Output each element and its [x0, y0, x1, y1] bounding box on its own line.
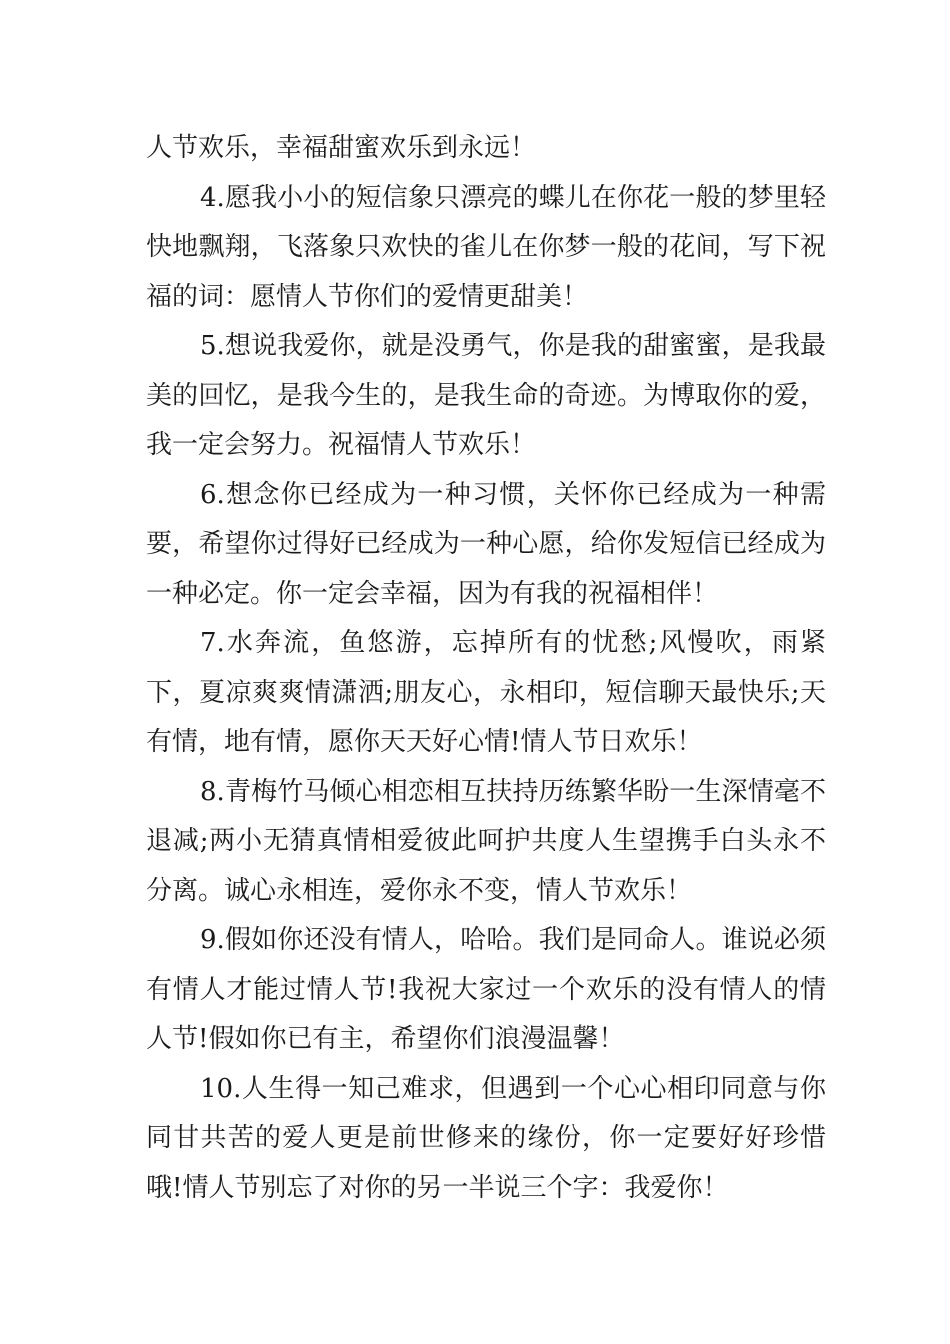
- paragraph-continued: 人节欢乐，幸福甜蜜欢乐到永远！: [146, 133, 537, 163]
- paragraph-item-9: 9.假如你还没有情人，哈哈。我们是同命人。谁说必须有情人才能过情人节!我祝大家过一个欢乐的没有情人的情人节!假如你已有主，希望你们浪漫温馨！: [146, 925, 826, 1054]
- paragraph-item-6: 6.想念你已经成为一种习惯，关怀你已经成为一种需要，希望你过得好已经成为一种心愿，给你发短信已经成为一种必定。你一定会幸福，因为有我的祝福相伴！: [146, 479, 826, 609]
- paragraph-item-5: 5.想说我爱你，就是没勇气，你是我的甜蜜蜜，是我最美的回忆，是我今生的，是我生命的奇迹。为博取你的爱，我一定会努力。祝福情人节欢乐！: [146, 331, 826, 460]
- paragraph-item-10: 10.人生得一知己难求，但遇到一个心心相印同意与你同甘共苦的爱人更是前世修来的缘份，你一定要好好珍惜哦!情人节别忘了对你的另一半说三个字：我爱你！: [146, 1073, 826, 1203]
- paragraph-item-7: 7.水奔流，鱼悠游，忘掉所有的忧愁;风慢吹，雨紧下，夏凉爽爽情潇洒;朋友心，永相印，短信聊天最快乐;天有情，地有情，愿你天天好心情!情人节日欢乐！: [146, 628, 826, 757]
- document-body: [146, 124, 826, 1213]
- paragraph-item-8: 8.青梅竹马倾心相恋相互扶持历练繁华盼一生深情毫不退减;两小无猜真情相爱彼此呵护共度人生望携手白头永不分离。诚心永相连，爱你永不变，情人节欢乐！: [146, 776, 826, 906]
- paragraph-item-4: 4.愿我小小的短信象只漂亮的蝶儿在你花一般的梦里轻快地飘翔，飞落象只欢快的雀儿在你梦一般的花间，写下祝福的词：愿情人节你们的爱情更甜美！: [146, 182, 826, 312]
